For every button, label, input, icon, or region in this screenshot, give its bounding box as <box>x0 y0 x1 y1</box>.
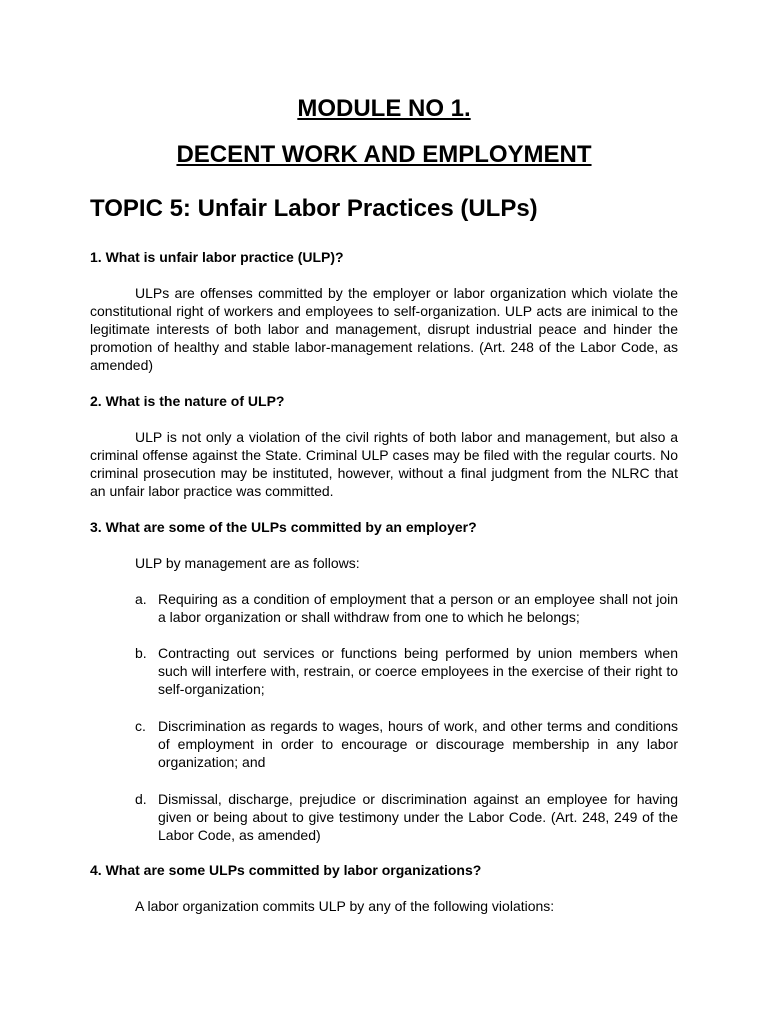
list-item-text: Contracting out services or functions being performed by union members when such will interfere with, restrain, or coerce employees in the exercise of their right to self-organization; <box>158 645 678 697</box>
list-item <box>90 644 678 698</box>
answer-4-intro: A labor organization commits ULP by any of the following violations: <box>135 898 555 914</box>
list-marker: c. <box>135 718 146 734</box>
document-page <box>90 94 678 915</box>
list-item <box>90 717 678 771</box>
employer-ulp-list <box>90 590 678 844</box>
list-marker: a. <box>135 591 147 607</box>
list-item-text: Dismissal, discharge, prejudice or discrimination against an employee for having given or being about to give testimony under the Labor Code. (Art. 248, 249 of the Labor Code, as amended) <box>158 791 678 843</box>
answer-3-intro: ULP by management are as follows: <box>135 555 360 571</box>
list-item <box>90 590 678 626</box>
answer-2-paragraph: ULP is not only a violation of the civil rights of both labor and management, but also a criminal offense against the State. Criminal ULP cases may be filed with the regular courts. No criminal prosecution may be instituted, however, without a final judgment from the NLRC that an unfair labor practice was committed. <box>90 429 678 499</box>
question-3: 3. What are some of the ULPs committed by an employer? <box>90 519 477 535</box>
list-marker: b. <box>135 645 147 661</box>
question-4: 4. What are some ULPs committed by labor organizations? <box>90 862 482 878</box>
list-item <box>90 790 678 844</box>
list-marker: d. <box>135 791 147 807</box>
list-item-text: Discrimination as regards to wages, hours of work, and other terms and conditions of employment in order to encourage or discourage membership in any labor organization; and <box>158 718 678 770</box>
answer-1-paragraph: ULPs are offenses committed by the employer or labor organization which violate the constitutional right of workers and employees to self-organization. ULP acts are inimical to the legitimate interests of both labor and management, disrupt industrial peace and hinder the promotion of healthy and stable labor-management relations. (Art. 248 of the Labor Code, as amended) <box>90 285 678 373</box>
question-1: 1. What is unfair labor practice (ULP)? <box>90 249 344 265</box>
question-2: 2. What is the nature of ULP? <box>90 393 285 409</box>
module-title: MODULE NO 1. <box>297 95 471 122</box>
topic-heading: TOPIC 5: Unfair Labor Practices (ULPs) <box>90 195 538 222</box>
list-item-text: Requiring as a condition of employment that a person or an employee shall not join a labor organization or shall withdraw from one to which he belongs; <box>158 591 678 625</box>
module-subtitle: DECENT WORK AND EMPLOYMENT <box>176 141 592 168</box>
